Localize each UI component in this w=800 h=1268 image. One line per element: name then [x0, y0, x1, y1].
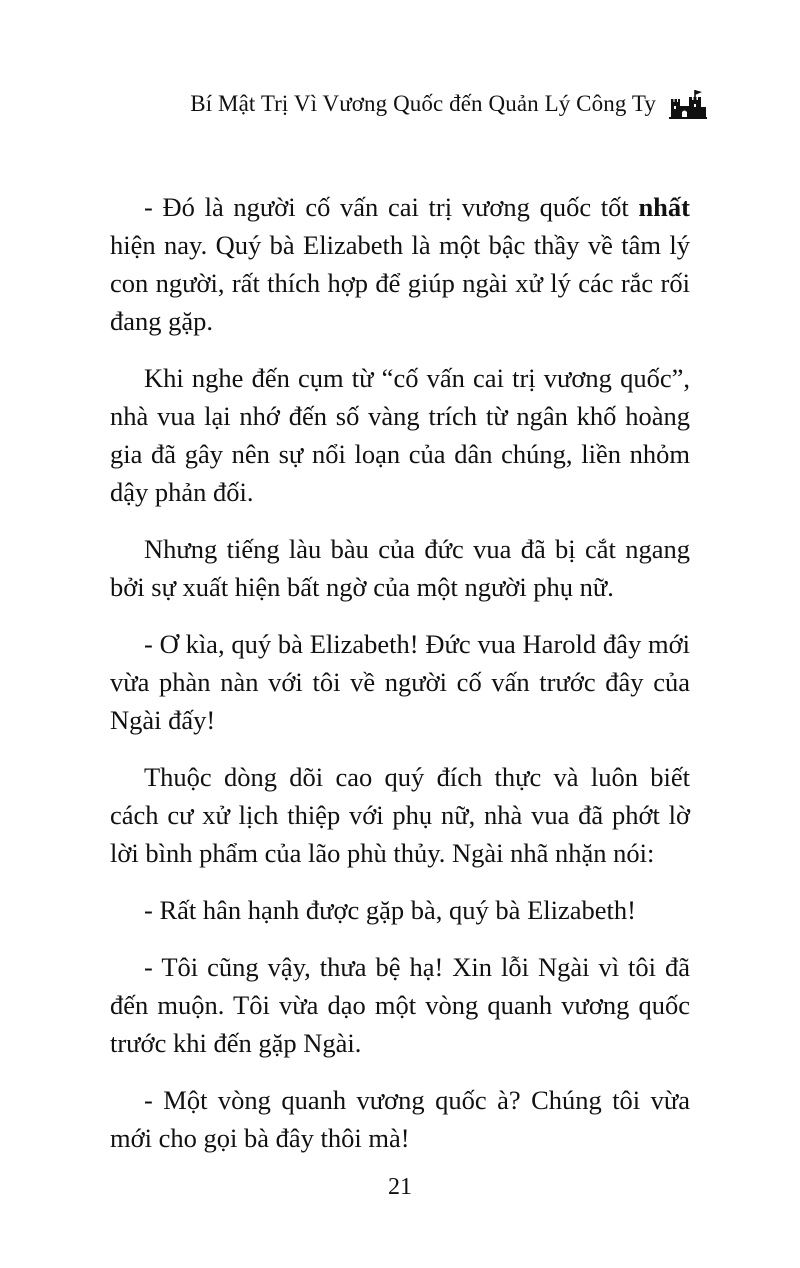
paragraph-3: Nhưng tiếng làu bàu của đức vua đã bị cắt ngang bởi sự xuất hiện bất ngờ của một người phụ nữ.: [110, 534, 690, 602]
paragraph-7: - Tôi cũng vậy, thưa bệ hạ! Xin lỗi Ngài vì tôi đã đến muộn. Tôi vừa dạo một vòng quanh vương quốc trước khi đến gặp Ngài.: [110, 952, 690, 1058]
page-body: [110, 188, 690, 1176]
paragraph-6: - Rất hân hạnh được gặp bà, quý bà Elizabeth!: [144, 895, 636, 925]
book-title: Bí Mật Trị Vì Vương Quốc đến Quản Lý Công Ty: [190, 91, 656, 116]
paragraph-2: Khi nghe đến cụm từ “cố vấn cai trị vương quốc”, nhà vua lại nhớ đến số vàng trích từ ngân khố hoàng gia đã gây nên sự nổi loạn của dân chúng, liền nhỏm dậy phản đối.: [110, 363, 690, 507]
paragraph-5: Thuộc dòng dõi cao quý đích thực và luôn biết cách cư xử lịch thiệp với phụ nữ, nhà vua đã phớt lờ lời bình phẩm của lão phù thủy. Ngài nhã nhặn nói:: [110, 762, 690, 868]
paragraph-1: [110, 188, 690, 340]
castle-icon: [668, 88, 708, 120]
paragraph-1-lead: - Đó là người cố vấn cai trị vương quốc tốt: [144, 192, 639, 222]
paragraph-4: - Ơ kìa, quý bà Elizabeth! Đức vua Harold đây mới vừa phàn nàn với tôi về người cố vấn trước đây của Ngài đấy!: [110, 629, 690, 735]
paragraph-8: - Một vòng quanh vương quốc à? Chúng tôi vừa mới cho gọi bà đây thôi mà!: [110, 1085, 690, 1153]
running-header: [190, 88, 708, 120]
page-number: 21: [388, 1174, 412, 1200]
paragraph-1-bold-word: nhất: [638, 192, 690, 222]
paragraph-1-rest: hiện nay. Quý bà Elizabeth là một bậc thầy về tâm lý con người, rất thích hợp để giúp ngài xử lý các rắc rối đang gặp.: [110, 230, 690, 336]
